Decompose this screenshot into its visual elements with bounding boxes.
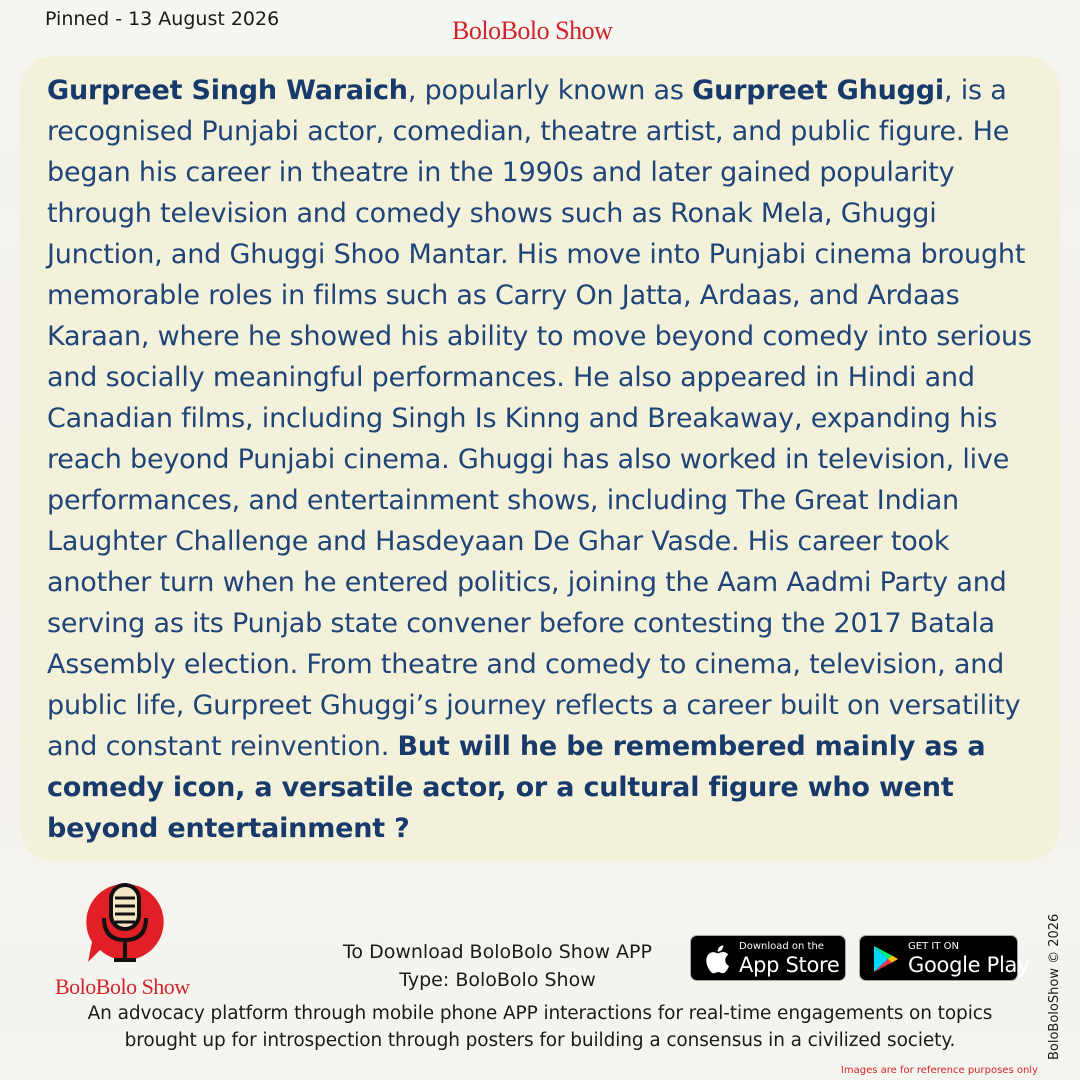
- download-line-2: Type: BoloBolo Show: [399, 969, 596, 991]
- person-nickname: Gurpreet Ghuggi: [692, 75, 944, 106]
- apple-icon: [704, 944, 730, 974]
- disclaimer: Images are for reference purposes only: [840, 1065, 1038, 1076]
- person-name: Gurpreet Singh Waraich: [47, 75, 408, 106]
- download-line-1: To Download BoloBolo Show APP: [343, 941, 652, 963]
- tagline: [20, 1000, 1060, 1054]
- article-text: [47, 70, 1047, 849]
- brand-title: BoloBolo Show: [452, 16, 613, 45]
- footer-brand: BoloBolo Show: [55, 974, 190, 999]
- pinned-date: Pinned - 13 August 2026: [45, 8, 280, 30]
- google-play-small-label: GET IT ON: [908, 941, 959, 952]
- article-text-body: , is a recognised Punjabi actor, comedian, theatre artist, and public figure. He began his career in theatre in the 1990s and later gained popularity through television and comedy shows such as Ronak Mela, Ghuggi Junction, and Ghuggi Shoo Mantar. His move into Punjabi cinema brought memorable roles in films such as Carry On Jatta, Ardaas, and Ardaas Karaan, where he showed his ability to move beyond comedy into serious and socially meaningful performances. He also appeared in Hindi and Canadian films, including Singh Is Kinng and Breakaway, expanding his reach beyond Punjabi cinema. Ghuggi has also worked in television, live performances, and entertainment shows, including The Great Indian Laughter Challenge and Hasdeyaan De Ghar Vasde. His career took another turn when he entered politics, joining the Aam Aadmi Party and serving as its Punjab state convener before contesting the 2017 Batala Assembly election. From theatre and comedy to cinema, television, and public life, Gurpreet Ghuggi’s journey reflects a career built on versatility and constant reinvention.: [47, 75, 1032, 762]
- app-store-small-label: Download on the: [739, 941, 824, 952]
- google-play-label: Google Play: [908, 953, 1030, 977]
- tagline-line-2: brought up for introspection through posters for building a consensus in a civilized society.: [124, 1030, 956, 1051]
- google-play-badge[interactable]: [859, 935, 1030, 981]
- google-play-icon: [873, 945, 899, 973]
- article-question: But will he be remembered mainly as a comedy icon, a versatile actor, or a cultural figure who went beyond entertainment ?: [47, 731, 986, 844]
- app-store-label: App Store: [739, 953, 840, 977]
- article-text-part: , popularly known as: [407, 75, 693, 106]
- tagline-line-1: An advocacy platform through mobile phone APP interactions for real-time engagements on topics: [87, 1003, 993, 1024]
- microphone-speech-bubble-icon: [80, 878, 170, 968]
- download-instructions: [325, 938, 670, 994]
- app-store-badge[interactable]: [690, 935, 846, 981]
- copyright-vertical: BoloBoloShow © 2026: [1047, 913, 1062, 1060]
